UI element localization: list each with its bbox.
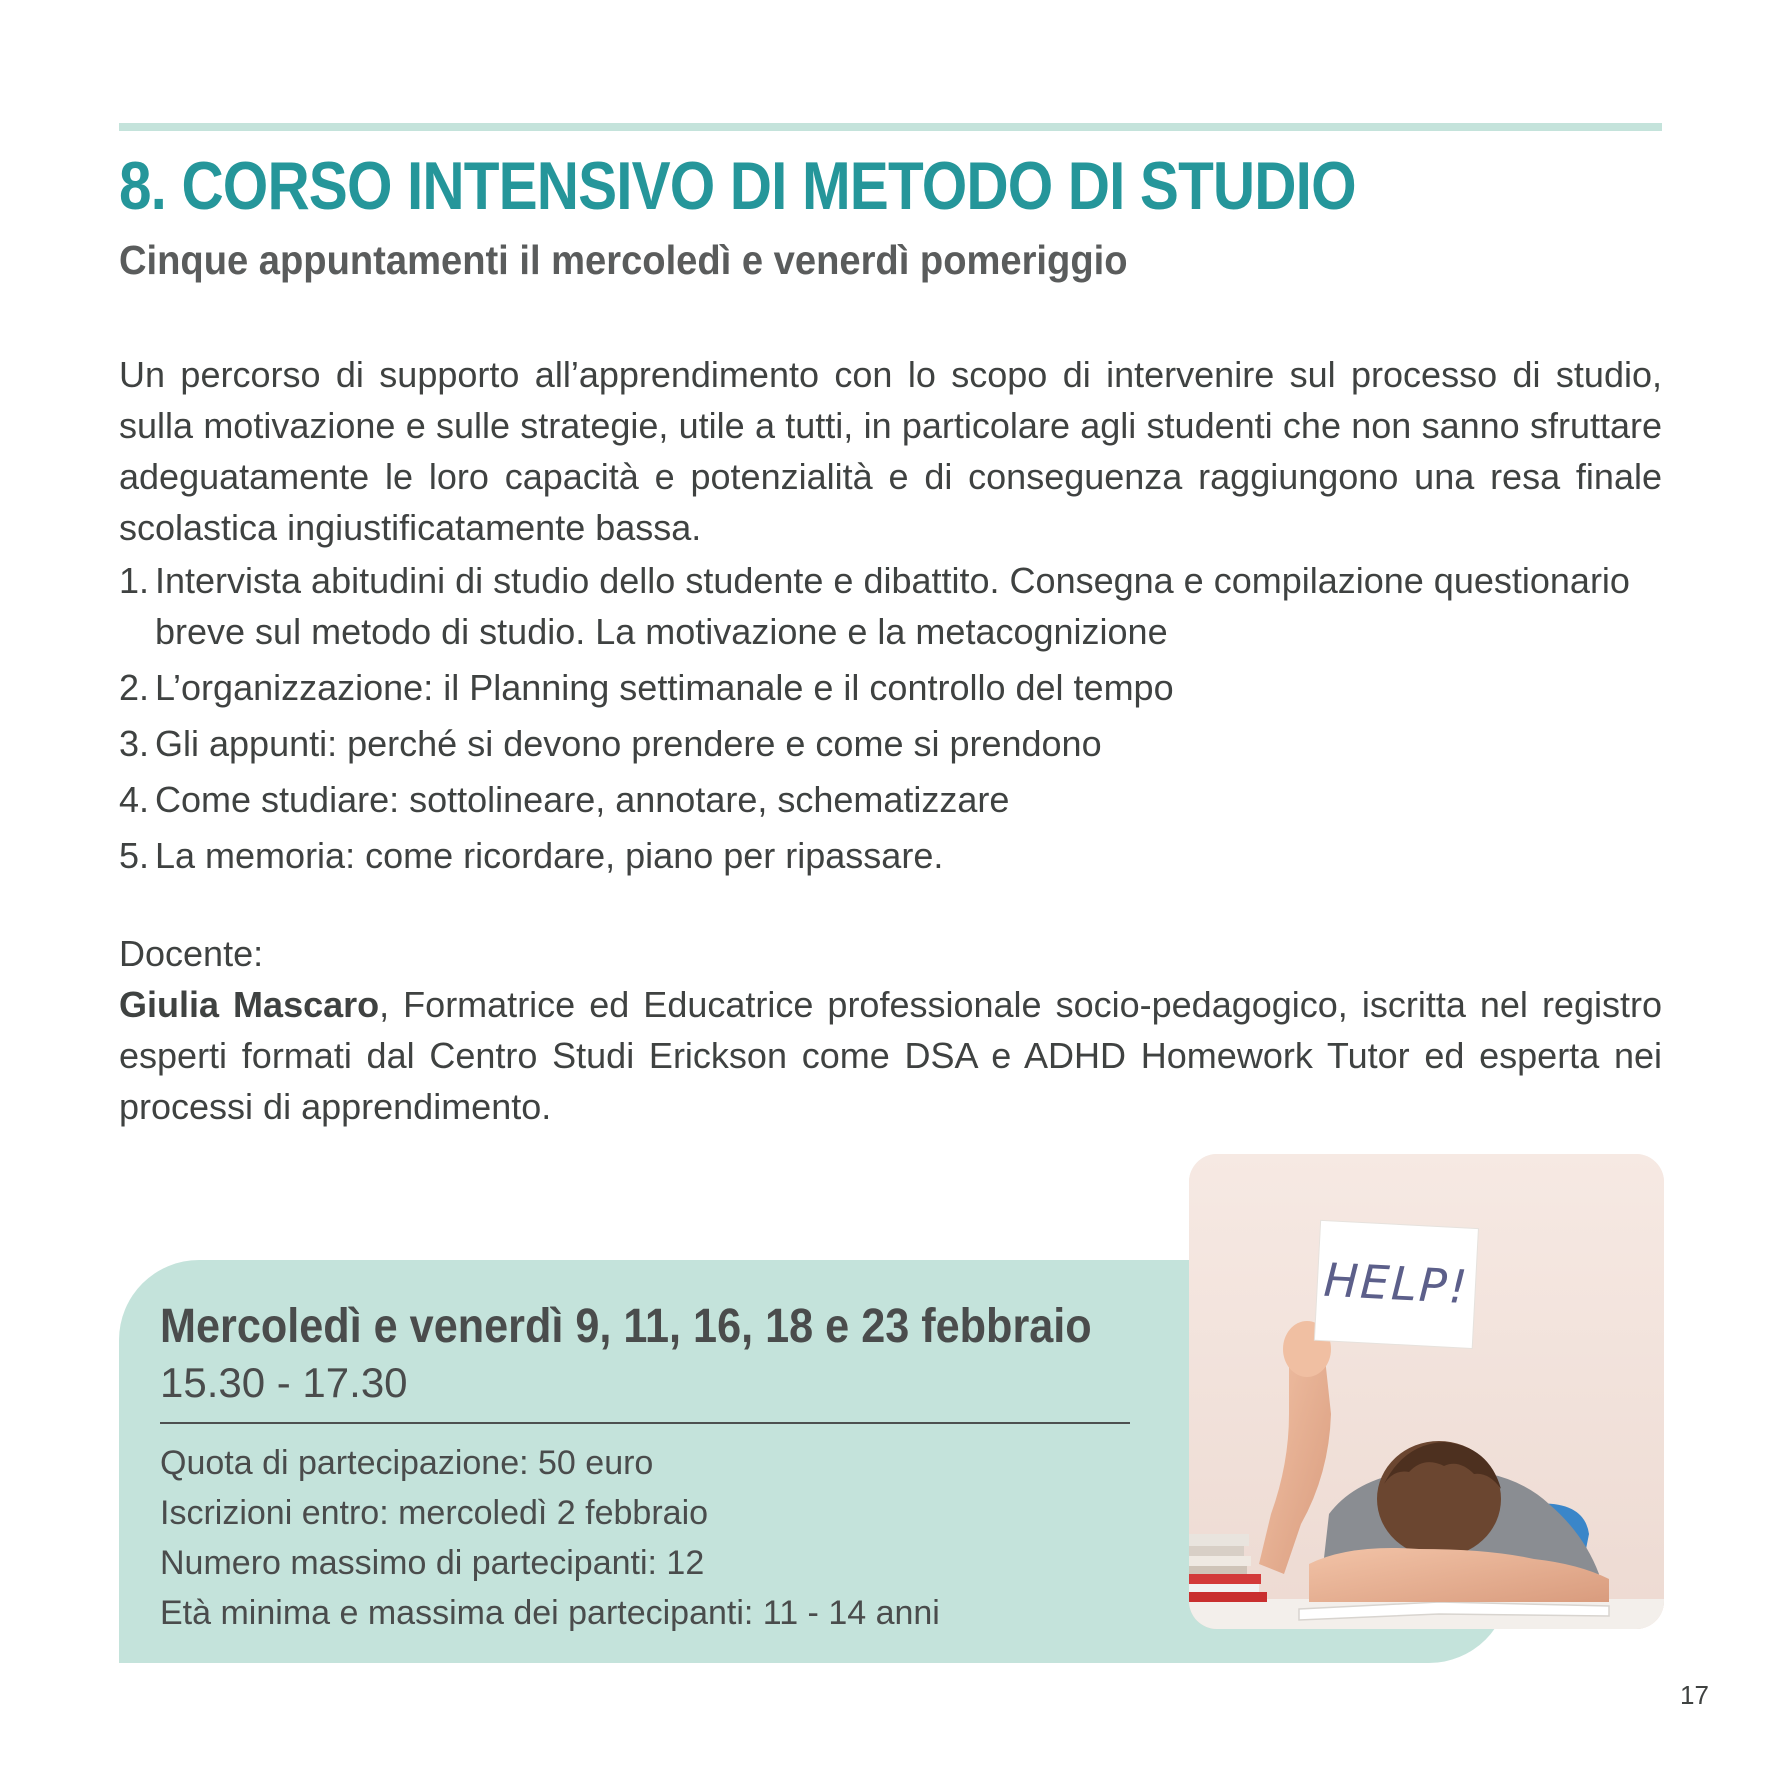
course-dates: Mercoledì e venerdì 9, 11, 16, 18 e 23 febbraio <box>160 1300 1092 1353</box>
help-sign-text: HELP! <box>1322 1252 1471 1315</box>
list-item-number: 2. <box>119 667 150 708</box>
teacher-name: Giulia Mascaro <box>119 984 380 1025</box>
page-subtitle: Cinque appuntamenti il mercoledì e venerdì pomeriggio <box>119 237 1128 283</box>
max-participants-info: Numero massimo di partecipanti: 12 <box>160 1544 705 1582</box>
list-item <box>119 774 1662 825</box>
page-number: 17 <box>1680 1680 1709 1710</box>
list-item-number: 1. <box>119 560 150 601</box>
list-item-text: La memoria: come ricordare, piano per ripassare. <box>155 835 944 876</box>
info-divider <box>160 1422 1130 1424</box>
teacher-description <box>119 979 1662 1132</box>
list-item-text: Intervista abitudini di studio dello studente e dibattito. Consegna e compilazione questionario breve sul metodo di studio. La motivazione e la metacognizione <box>155 560 1630 652</box>
intro-paragraph <box>119 349 1662 553</box>
top-divider <box>119 123 1662 131</box>
list-item-text: Come studiare: sottolineare, annotare, schematizzare <box>155 779 1010 820</box>
help-photo <box>1189 1154 1664 1629</box>
list-item-number: 4. <box>119 779 150 820</box>
page-title: 8. CORSO INTENSIVO DI METODO DI STUDIO <box>119 148 1356 224</box>
list-item <box>119 662 1662 713</box>
intro-text: Un percorso di supporto all’apprendimento con lo scopo di intervenire sul processo di studio, sulla motivazione e sulle strategie, utile a tutti, in particolare agli studenti che non sanno sfruttare adeguatamente le loro capacità e potenzialità e di conseguenza raggiungono una resa finale scolastica ingiustificatamente bassa. <box>119 354 1662 548</box>
fee-info: Quota di partecipazione: 50 euro <box>160 1444 654 1482</box>
help-sign <box>1314 1220 1478 1348</box>
info-details <box>160 1438 940 1638</box>
list-item-text: L’organizzazione: il Planning settimanale e il controllo del tempo <box>155 667 1174 708</box>
list-item <box>119 830 1662 881</box>
list-item-number: 3. <box>119 723 150 764</box>
program-list <box>119 555 1662 886</box>
age-range-info: Età minima e massima dei partecipanti: 11 - 14 anni <box>160 1594 940 1632</box>
teacher-bio: , Formatrice ed Educatrice professionale socio-pedagogico, iscritta nel registro esperti formati dal Centro Studi Erickson come DSA e ADHD Homework Tutor ed esperta nei processi di apprendimento. <box>119 984 1662 1127</box>
deadline-info: Iscrizioni entro: mercoledì 2 febbraio <box>160 1494 709 1532</box>
list-item-number: 5. <box>119 835 150 876</box>
teacher-label: Docente: <box>119 933 264 974</box>
list-item <box>119 718 1662 769</box>
list-item-text: Gli appunti: perché si devono prendere e come si prendono <box>155 723 1102 764</box>
help-photo-illustration <box>1189 1154 1664 1629</box>
course-time: 15.30 - 17.30 <box>160 1359 408 1406</box>
list-item <box>119 555 1662 657</box>
